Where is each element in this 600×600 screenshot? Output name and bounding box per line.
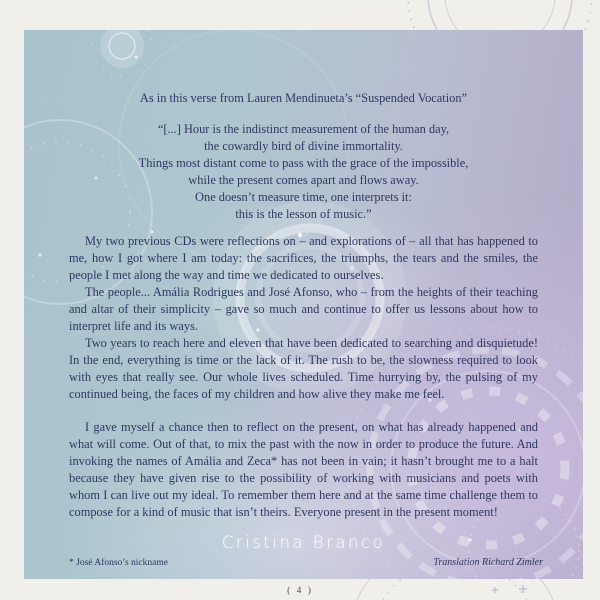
quote-line: the cowardly bird of divine immortality. — [204, 139, 403, 153]
poem-quote — [69, 121, 538, 223]
body-paragraphs — [69, 233, 538, 521]
translation-credit: Translation Richard Zimler — [433, 557, 543, 568]
footnote-row — [69, 557, 543, 568]
quote-line: One doesn’t measure time, one interprets it: — [195, 190, 412, 204]
artist-signature: Cristina Branco — [221, 533, 386, 552]
quote-attribution-line: As in this verse from Lauren Mendinueta’s “Suspended Vocation” — [139, 91, 468, 105]
liner-notes-text — [24, 30, 583, 551]
quote-line: “[...] Hour is the indistinct measurement of the human day, — [157, 122, 450, 136]
body-paragraph: Two years to reach here and eleven that have been dedicated to searching and disquietude! In the end, everything is time or the lack of it. The rush to be, the slowness required to look with eyes that really see. Our whole lives scheduled. Time hurrying by, the pulsing of my continued being, the faces of my children and how alive they make me feel. — [69, 336, 538, 401]
body-paragraph: I gave myself a chance then to reflect on the present, on what has already happened and what will come. Out of that, to mix the past with the now in order to produce the future. And invoking the names of Amália and Zeca* has not been in vain; it hasn’t brought me to a halt because they have given rise to the possibility of working with musicians and poets with whom I can live out my ideal. To remember them here and at the same time challenge them to compose for a kind of music that isn’t theirs. Everyone present in the present moment! — [69, 420, 538, 519]
quote-line: this is the lesson of music.” — [235, 207, 372, 221]
body-paragraph: My two previous CDs were reflections on – and explorations of – all that has happened to me, how I got where I am today: the sacrifices, the triumphs, the tears and the smiles, the people I met along the way and time we dedicated to ourselves. — [69, 234, 538, 282]
quote-line: Things most distant come to pass with the grace of the impossible, — [138, 156, 469, 170]
footnote-nickname: * José Afonso’s nickname — [69, 558, 168, 568]
page-number: ( 4 ) — [287, 586, 313, 596]
quote-line: while the present comes apart and flows away. — [188, 173, 419, 187]
body-paragraph: The people... Amália Rodrigues and José Afonso, who – from the heights of their teaching and altar of their simplicity – gave so much and continue to offer us lessons about how to interpret life and its ways. — [69, 285, 538, 333]
gradient-panel — [24, 30, 583, 579]
